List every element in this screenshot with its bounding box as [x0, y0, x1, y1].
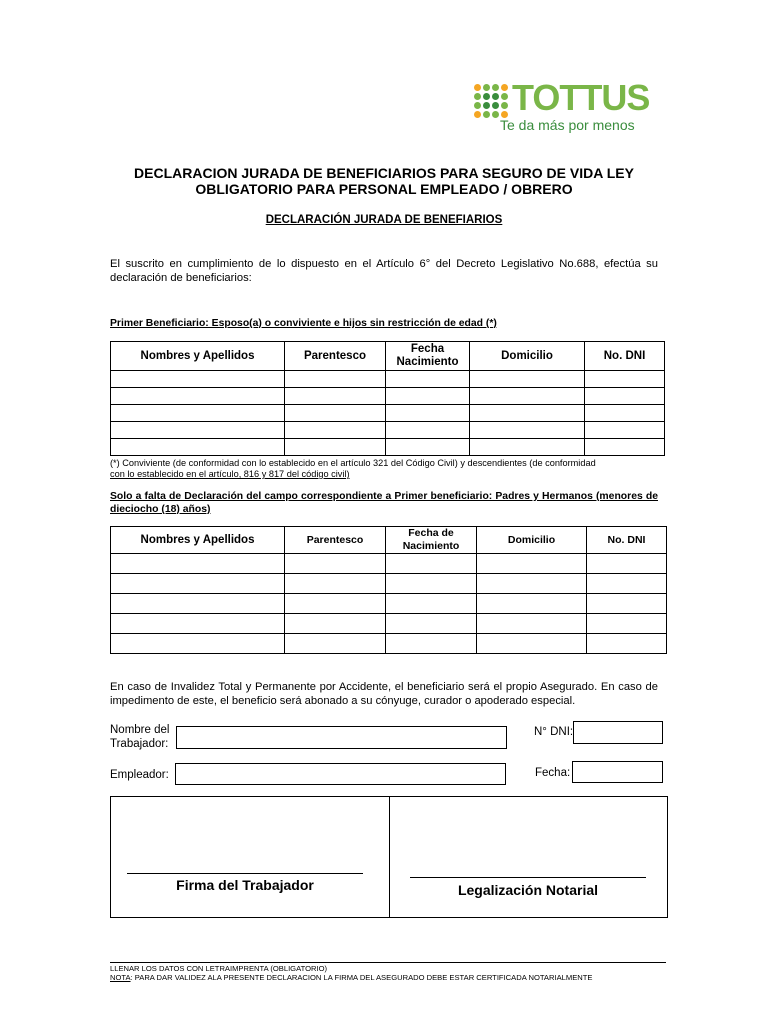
table-row	[111, 614, 667, 634]
beneficiaries-table-2	[110, 526, 667, 654]
logo-dots-icon	[474, 84, 510, 120]
logo-dot	[483, 102, 490, 109]
logo-dot	[501, 102, 508, 109]
table-cell[interactable]	[285, 614, 386, 634]
col-header: Parentesco	[285, 342, 386, 371]
table-cell[interactable]	[111, 388, 285, 405]
logo-dot	[474, 111, 481, 118]
table-cell[interactable]	[111, 554, 285, 574]
nombre-label	[110, 723, 169, 751]
table-cell[interactable]	[587, 594, 667, 614]
brand-tagline: Te da más por menos	[500, 117, 635, 133]
nombre-label-line-1: Nombre del	[110, 724, 170, 736]
table-cell[interactable]	[587, 614, 667, 634]
table-cell[interactable]	[386, 574, 477, 594]
table-cell[interactable]	[285, 388, 386, 405]
table-cell[interactable]	[585, 422, 665, 439]
table-cell[interactable]	[470, 371, 585, 388]
table-cell[interactable]	[386, 371, 470, 388]
table-cell[interactable]	[111, 405, 285, 422]
table-cell[interactable]	[585, 439, 665, 456]
table-cell[interactable]	[477, 554, 587, 574]
footer-divider	[110, 962, 666, 963]
table-cell[interactable]	[285, 574, 386, 594]
document-subtitle: DECLARACIÓN JURADA DE BENEFIARIOS	[265, 214, 503, 226]
footer-line-2-text: : PARA DAR VALIDEZ ALA PRESENTE DECLARACION LA FIRMA DEL ASEGURADO DEBE ESTAR CERTIFICADA NOTARIALMENTE	[130, 973, 593, 982]
nombre-trabajador-field[interactable]	[176, 726, 507, 749]
table-cell[interactable]	[111, 574, 285, 594]
table-cell[interactable]	[386, 594, 477, 614]
notary-signature-line[interactable]	[410, 877, 646, 878]
footer-line-1: LLENAR LOS DATOS CON LETRAIMPRENTA (OBLIGATORIO)	[110, 964, 328, 973]
intro-paragraph: El suscrito en cumplimiento de lo dispuesto en el Artículo 6° del Decreto Legislativo No.688, efectúa su declaración de beneficiarios:	[110, 258, 658, 284]
logo-dot	[492, 93, 499, 100]
table-cell[interactable]	[285, 371, 386, 388]
logo-dot	[483, 84, 490, 91]
table-cell[interactable]	[477, 594, 587, 614]
table-row	[111, 554, 667, 574]
dni-field[interactable]	[573, 721, 663, 744]
logo-dot	[492, 84, 499, 91]
logo-dot	[492, 102, 499, 109]
document-title	[100, 165, 668, 197]
table-header-row	[111, 527, 667, 554]
table-row	[111, 405, 665, 422]
table-cell[interactable]	[285, 594, 386, 614]
logo-dot	[474, 102, 481, 109]
logo-dot	[483, 93, 490, 100]
table-cell[interactable]	[111, 614, 285, 634]
table-cell[interactable]	[585, 371, 665, 388]
dni-label: N° DNI:	[534, 726, 574, 738]
note-line-2: con lo establecido en el artículo, 816 y 817 del código civil)	[110, 469, 350, 479]
table-cell[interactable]	[111, 439, 285, 456]
table-cell[interactable]	[285, 439, 386, 456]
table-cell[interactable]	[585, 405, 665, 422]
notary-signature-label: Legalización Notarial	[457, 882, 599, 898]
table-row	[111, 371, 665, 388]
empleador-label: Empleador:	[110, 769, 169, 781]
table-cell[interactable]	[111, 371, 285, 388]
table-cell[interactable]	[386, 422, 470, 439]
fecha-label: Fecha:	[535, 767, 571, 779]
beneficiaries-table-1	[110, 341, 665, 456]
invalidez-paragraph: En caso de Invalidez Total y Permanente por Accidente, el beneficiario será el propio Asegurado. En caso de impedimento de este, el beneficio será abonado a su cónyuge, curador o apoderado especial.	[110, 681, 658, 707]
table-cell[interactable]	[386, 405, 470, 422]
table-row	[111, 594, 667, 614]
signature-divider	[389, 796, 390, 918]
table-cell[interactable]	[587, 634, 667, 654]
table-cell[interactable]	[386, 554, 477, 574]
logo-dot	[474, 93, 481, 100]
col-header: Domicilio	[470, 342, 585, 371]
table-header-row	[111, 342, 665, 371]
table-cell[interactable]	[386, 634, 477, 654]
table-cell[interactable]	[477, 634, 587, 654]
fecha-field[interactable]	[572, 761, 663, 783]
col-header: Parentesco	[285, 527, 386, 554]
table-cell[interactable]	[585, 388, 665, 405]
logo-dot	[483, 111, 490, 118]
footer-line-2	[110, 973, 592, 982]
logo-dot	[501, 93, 508, 100]
table-row	[111, 388, 665, 405]
table-cell[interactable]	[470, 422, 585, 439]
col-header: No. DNI	[587, 527, 667, 554]
table-cell[interactable]	[386, 614, 477, 634]
table-cell[interactable]	[285, 554, 386, 574]
table-cell[interactable]	[477, 574, 587, 594]
logo-dot	[474, 84, 481, 91]
table-cell[interactable]	[111, 422, 285, 439]
table-row	[111, 422, 665, 439]
brand-logo: TOTTUS	[512, 77, 650, 118]
note-line-1: (*) Conviviente (de conformidad con lo establecido en el artículo 321 del Código Civil) y descendientes (de conformidad	[110, 458, 596, 468]
table-cell[interactable]	[470, 388, 585, 405]
table-cell[interactable]	[285, 405, 386, 422]
table-row	[111, 574, 667, 594]
table-cell[interactable]	[285, 634, 386, 654]
col-header: Domicilio	[477, 527, 587, 554]
footer-nota-label: NOTA	[110, 973, 131, 982]
section1-heading: Primer Beneficiario: Esposo(a) o conviviente e hijos sin restricción de edad (*)	[110, 318, 497, 329]
table-cell[interactable]	[285, 422, 386, 439]
worker-signature-line[interactable]	[127, 873, 363, 874]
logo-dot	[501, 84, 508, 91]
table-cell[interactable]	[587, 554, 667, 574]
table-cell[interactable]	[587, 574, 667, 594]
title-line-1: DECLARACION JURADA DE BENEFICIARIOS PARA SEGURO DE VIDA LEY	[134, 165, 634, 181]
table-cell[interactable]	[477, 614, 587, 634]
col-header: Fecha Nacimiento	[386, 342, 470, 371]
col-header: No. DNI	[585, 342, 665, 371]
table-cell[interactable]	[386, 439, 470, 456]
empleador-field[interactable]	[175, 763, 506, 785]
section1-note	[110, 458, 660, 480]
table-cell[interactable]	[470, 439, 585, 456]
table-cell[interactable]	[111, 634, 285, 654]
table-cell[interactable]	[386, 388, 470, 405]
table-cell[interactable]	[111, 594, 285, 614]
table-cell[interactable]	[470, 405, 585, 422]
worker-signature-label: Firma del Trabajador	[176, 877, 314, 893]
table-row	[111, 634, 667, 654]
footer-notes	[110, 964, 592, 982]
nombre-label-line-2: Trabajador:	[110, 738, 169, 750]
title-line-2: OBLIGATORIO PARA PERSONAL EMPLEADO / OBRERO	[195, 181, 573, 197]
section2-heading: Solo a falta de Declaración del campo correspondiente a Primer beneficiario: Padres y Hermanos (menores de dieciocho (18) años)	[110, 491, 658, 515]
col-header: Nombres y Apellidos	[111, 342, 285, 371]
table-row	[111, 439, 665, 456]
logo-dot	[492, 111, 499, 118]
col-header: Nombres y Apellidos	[111, 527, 285, 554]
col-header: Fecha de Nacimiento	[386, 527, 477, 554]
